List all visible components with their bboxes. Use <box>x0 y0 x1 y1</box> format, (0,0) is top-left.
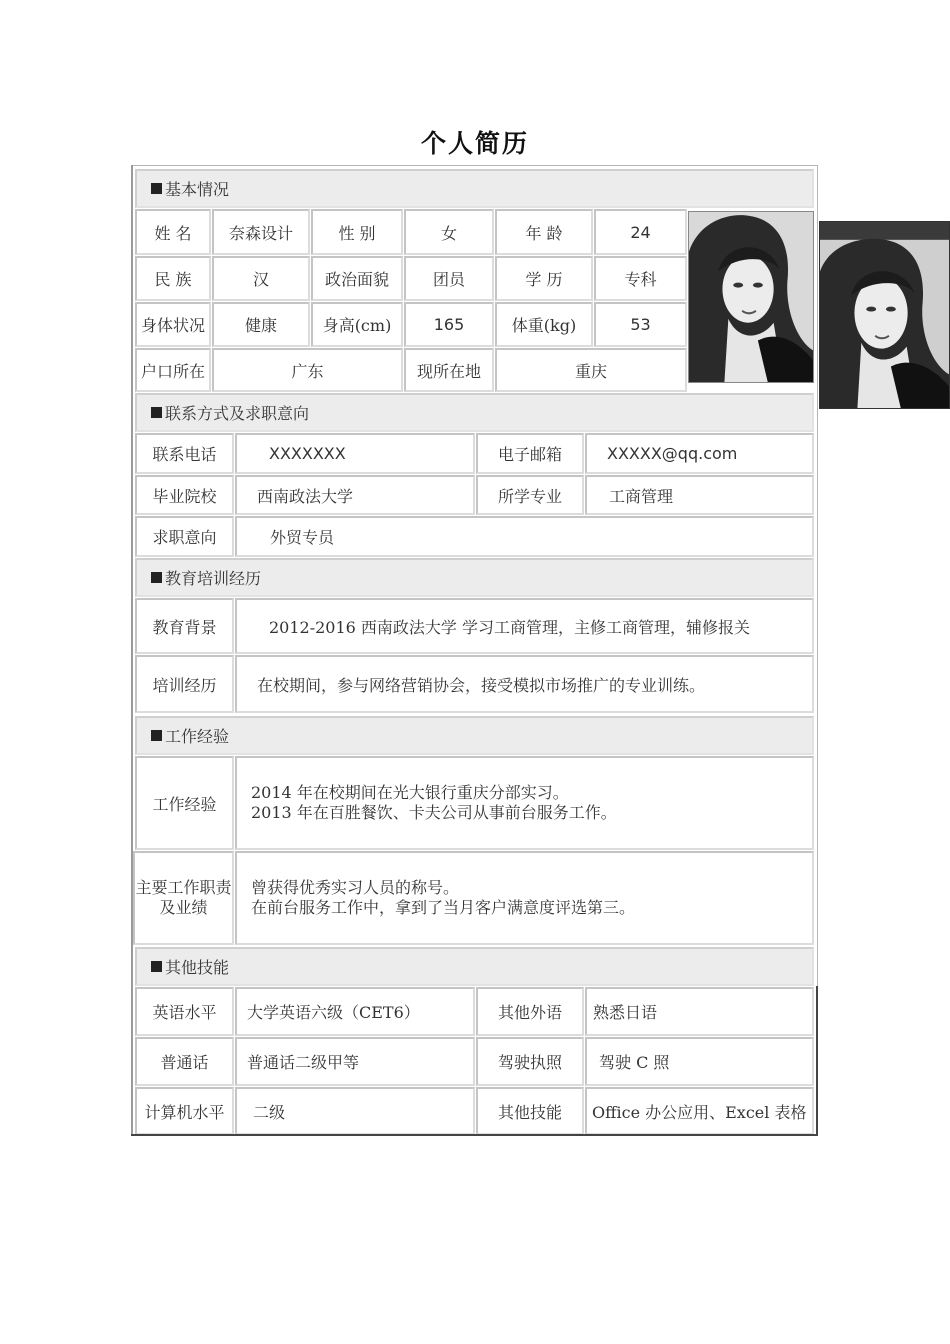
age-value: 24 <box>594 209 687 255</box>
license-value: 驾驶 C 照 <box>585 1037 814 1086</box>
work-experience-line: 2014 年在校期间在光大银行重庆分部实习。 <box>251 783 569 802</box>
profile-photo <box>688 211 814 383</box>
profile-photo-duplicate <box>819 221 950 409</box>
school-value: 西南政法大学 <box>235 475 475 515</box>
computer-label: 计算机水平 <box>135 1087 234 1135</box>
major-value: 工商管理 <box>585 475 814 515</box>
square-bullet-icon <box>151 730 162 741</box>
section-header-skills <box>135 947 814 986</box>
computer-value: 二级 <box>235 1087 475 1135</box>
section-header-contact <box>135 393 814 432</box>
ethnicity-value: 汉 <box>212 256 310 301</box>
political-value: 团员 <box>404 256 494 301</box>
square-bullet-icon <box>151 183 162 194</box>
health-label: 身体状况 <box>135 302 211 347</box>
duties-label-line: 及业绩 <box>159 898 208 917</box>
license-label: 驾驶执照 <box>476 1037 584 1086</box>
political-label: 政治面貌 <box>311 256 403 301</box>
work-experience-value <box>235 756 814 850</box>
section-title: 联系方式及求职意向 <box>165 404 310 423</box>
phone-value: XXXXXXX <box>235 433 475 474</box>
other-skill-label: 其他技能 <box>476 1087 584 1135</box>
duties-line: 在前台服务工作中，拿到了当月客户满意度评选第三。 <box>251 898 636 917</box>
portrait-image-icon <box>820 222 949 408</box>
hukou-value: 广东 <box>212 348 403 392</box>
section-header-work <box>135 716 814 755</box>
portrait-image-icon <box>689 212 813 382</box>
training-value: 在校期间，参与网络营销协会，接受模拟市场推广的专业训练。 <box>235 655 814 713</box>
email-value: XXXXX@qq.com <box>585 433 814 474</box>
weight-label: 体重(kg) <box>495 302 593 347</box>
work-experience-label: 工作经验 <box>135 756 234 850</box>
school-label: 毕业院校 <box>135 475 234 515</box>
square-bullet-icon <box>151 407 162 418</box>
section-header-education <box>135 558 814 597</box>
duties-label <box>133 851 234 945</box>
ethnicity-label: 民 族 <box>135 256 211 301</box>
frame-bottom-edge <box>131 1134 818 1136</box>
square-bullet-icon <box>151 961 162 972</box>
work-experience-line: 2013 年在百胜餐饮、卡夫公司从事前台服务工作。 <box>251 803 617 822</box>
section-title: 基本情况 <box>165 180 230 199</box>
section-title: 工作经验 <box>165 727 230 746</box>
residence-label: 现所在地 <box>404 348 494 392</box>
hukou-label: 户口所在 <box>135 348 211 392</box>
intent-label: 求职意向 <box>135 516 234 557</box>
email-label: 电子邮箱 <box>476 433 584 474</box>
duties-value <box>235 851 814 945</box>
section-title: 教育培训经历 <box>165 569 262 588</box>
name-label: 姓 名 <box>135 209 211 255</box>
degree-value: 专科 <box>594 256 687 301</box>
section-header-basic <box>135 169 814 208</box>
frame-right-edge <box>816 986 818 1136</box>
health-value: 健康 <box>212 302 310 347</box>
mandarin-value: 普通话二级甲等 <box>235 1037 475 1086</box>
page-title: 个人简历 <box>420 129 529 158</box>
other-language-label: 其他外语 <box>476 987 584 1036</box>
education-background-value: 2012-2016 西南政法大学 学习工商管理，主修工商管理，辅修报关 <box>235 598 814 654</box>
intent-value: 外贸专员 <box>235 516 814 557</box>
education-background-label: 教育背景 <box>135 598 234 654</box>
major-label: 所学专业 <box>476 475 584 515</box>
residence-value: 重庆 <box>495 348 687 392</box>
duties-label-line: 主要工作职责 <box>135 878 232 897</box>
degree-label: 学 历 <box>495 256 593 301</box>
training-label: 培训经历 <box>135 655 234 713</box>
weight-value: 53 <box>594 302 687 347</box>
frame-left-edge <box>131 165 133 1136</box>
mandarin-label: 普通话 <box>135 1037 234 1086</box>
name-value: 奈森设计 <box>212 209 310 255</box>
square-bullet-icon <box>151 572 162 583</box>
other-skill-value: Office 办公应用、Excel 表格 <box>585 1087 814 1135</box>
gender-label: 性 别 <box>311 209 403 255</box>
section-title: 其他技能 <box>165 958 230 977</box>
gender-value: 女 <box>404 209 494 255</box>
duties-line: 曾获得优秀实习人员的称号。 <box>251 878 460 897</box>
height-label: 身高(cm) <box>311 302 403 347</box>
phone-label: 联系电话 <box>135 433 234 474</box>
english-value: 大学英语六级（CET6） <box>235 987 475 1036</box>
age-label: 年 龄 <box>495 209 593 255</box>
english-label: 英语水平 <box>135 987 234 1036</box>
other-language-value: 熟悉日语 <box>585 987 814 1036</box>
height-value: 165 <box>404 302 494 347</box>
